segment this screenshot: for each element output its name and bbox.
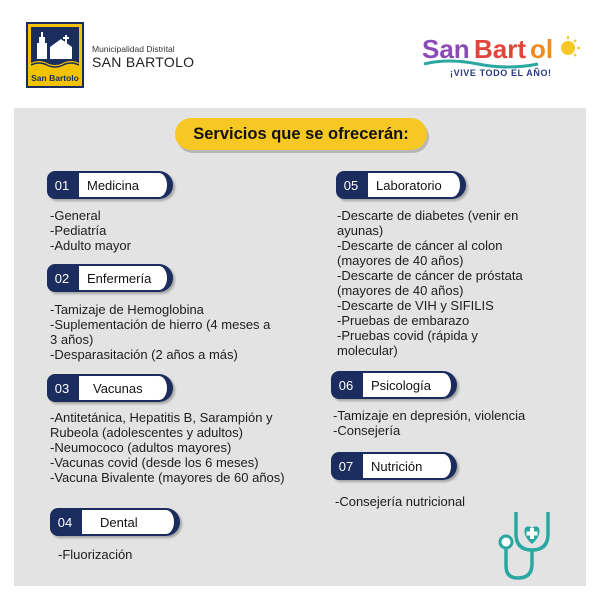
service-item: (mayores de 40 años) <box>337 253 464 268</box>
svg-text:Bart: Bart <box>474 34 527 64</box>
service-items-nutricion <box>335 494 465 509</box>
service-label: Vacunas <box>77 374 173 402</box>
service-item: -Pediatría <box>50 223 107 238</box>
service-item: -Vacuna Bivalente (mayores de 60 años) <box>50 470 285 485</box>
svg-text:ol: ol <box>530 34 554 64</box>
service-item: -Consejería nutricional <box>335 494 466 509</box>
service-item: 3 años) <box>50 332 94 347</box>
service-item: -Tamizaje de Hemoglobina <box>50 302 204 317</box>
service-tab-enfermeria <box>47 264 173 292</box>
service-number: 05 <box>336 171 366 199</box>
service-item: -Vacunas covid (desde los 6 meses) <box>50 455 259 470</box>
service-item: -Descarte de cáncer al colon <box>337 238 503 253</box>
service-label: Dental <box>80 508 180 536</box>
service-item: Rubeola (adolescentes y adultos) <box>50 425 243 440</box>
service-number: 01 <box>47 171 77 199</box>
service-items-enfermeria <box>50 302 270 362</box>
municipality-logo <box>26 22 84 88</box>
service-items-vacunas <box>50 410 285 485</box>
service-tab-laboratorio <box>336 171 466 199</box>
service-number: 04 <box>50 508 80 536</box>
service-item: -Neumococo (adultos mayores) <box>50 440 232 455</box>
stethoscope-heart-icon <box>484 508 564 584</box>
service-tab-dental <box>50 508 180 536</box>
municipality-subtitle: Municipalidad Distrital <box>92 44 175 54</box>
service-item: -Pruebas de embarazo <box>337 313 470 328</box>
service-item: -General <box>50 208 101 223</box>
service-label: Psicología <box>361 371 457 399</box>
service-tab-medicina <box>47 171 173 199</box>
service-items-medicina <box>50 208 131 253</box>
service-tab-psicologia <box>331 371 457 399</box>
service-item: ayunas) <box>337 223 384 238</box>
service-label: Laboratorio <box>366 171 466 199</box>
service-item: -Consejería <box>333 423 401 438</box>
service-items-psicologia <box>333 408 525 438</box>
brand-slogan: ¡VIVE TODO EL AÑO! <box>450 68 552 78</box>
service-tab-vacunas <box>47 374 173 402</box>
service-item: -Suplementación de hierro (4 meses a <box>50 317 271 332</box>
service-tab-nutricion <box>331 452 457 480</box>
svg-text:San: San <box>422 34 470 64</box>
service-number: 07 <box>331 452 361 480</box>
municipality-name: SAN BARTOLO <box>92 54 195 70</box>
service-item: -Desparasitación (2 años a más) <box>50 347 238 362</box>
service-number: 06 <box>331 371 361 399</box>
service-number: 02 <box>47 264 77 292</box>
services-title: Servicios que se ofrecerán: <box>193 124 409 143</box>
service-item: (mayores de 40 años) <box>337 283 464 298</box>
service-number: 03 <box>47 374 77 402</box>
service-label: Nutrición <box>361 452 457 480</box>
service-item: -Antitetánica, Hepatitis B, Sarampión y <box>50 410 273 425</box>
service-item: -Tamizaje en depresión, violencia <box>333 408 526 423</box>
logo-label: San Bartolo <box>31 73 79 83</box>
service-items-dental <box>58 547 132 562</box>
service-item: -Descarte de VIH y SIFILIS <box>337 298 494 313</box>
service-label: Medicina <box>77 171 173 199</box>
service-item: -Fluorización <box>58 547 133 562</box>
services-title-pill <box>175 118 427 150</box>
service-item: -Descarte de diabetes (venir en <box>337 208 519 223</box>
service-item: -Pruebas covid (rápida y <box>337 328 478 343</box>
service-items-laboratorio <box>337 208 523 358</box>
service-item: -Descarte de cáncer de próstata <box>337 268 523 283</box>
service-label: Enfermería <box>77 264 173 292</box>
service-item: molecular) <box>337 343 398 358</box>
service-item: -Adulto mayor <box>50 238 131 253</box>
